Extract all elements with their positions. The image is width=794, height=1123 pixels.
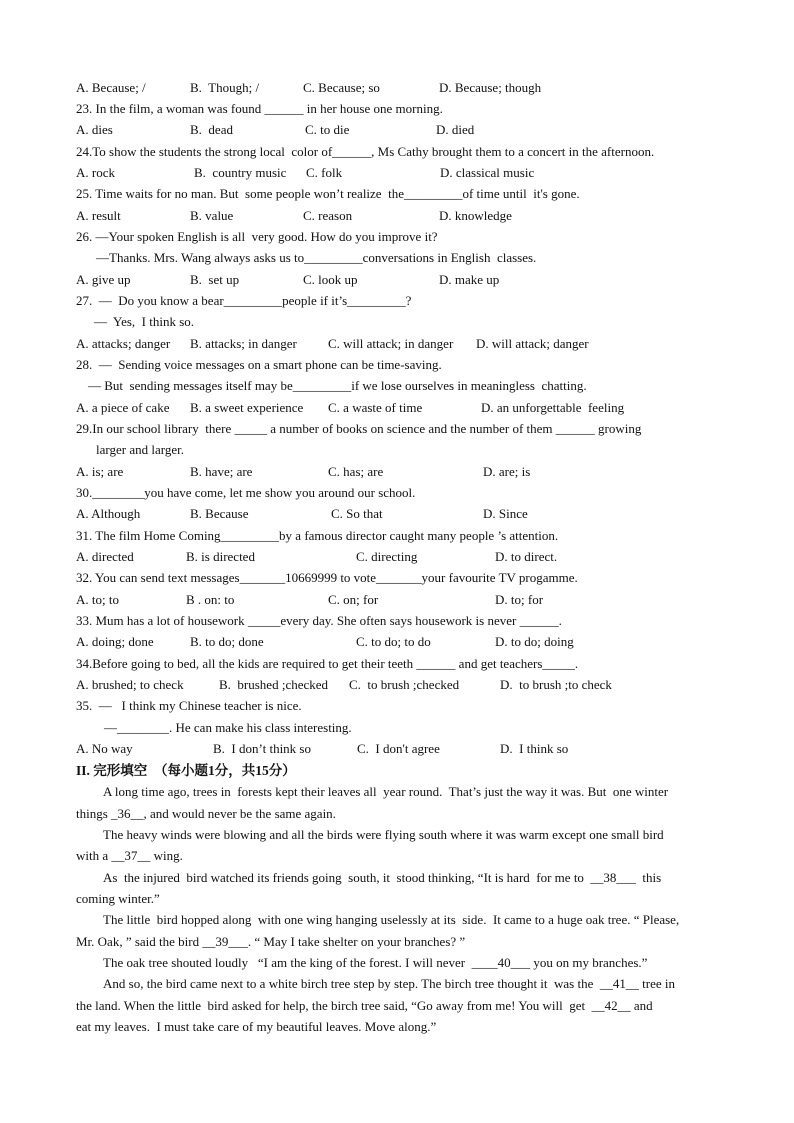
option-a: A. attacks; danger xyxy=(76,336,171,351)
passage-text: And so, the bird came next to a white birch tree step by step. The birch tree thought it was the __41__ tree in xyxy=(103,976,675,991)
option-a: A. a piece of cake xyxy=(76,400,170,415)
question-31 xyxy=(0,525,794,546)
passage-text: the land. When the little bird asked for help, the birch tree said, “Go away from me! You will get __42__ and xyxy=(76,998,653,1013)
passage-text: The oak tree shouted loudly “I am the king of the forest. I will never ____40___ you on my branches.” xyxy=(103,955,648,970)
option-c: C. I don't agree xyxy=(357,741,440,756)
question-24 xyxy=(0,141,794,162)
options-row xyxy=(0,674,794,695)
question-text: 24.To show the students the strong local color of______, Ms Cathy brought them to a concert in the afternoon. xyxy=(76,144,655,159)
option-a: A. brushed; to check xyxy=(76,677,184,692)
option-b: B. to do; done xyxy=(190,634,264,649)
question-33 xyxy=(0,610,794,631)
option-a: A. doing; done xyxy=(76,634,154,649)
question-text: — But sending messages itself may be_________if we lose ourselves in meaningless chatting. xyxy=(88,378,587,393)
question-text: 25. Time waits for no man. But some people won’t realize the_________of time until it's gone. xyxy=(76,186,580,201)
question-text: 32. You can send text messages_______10669999 to vote_______your favourite TV progamme. xyxy=(76,570,578,585)
passage-line xyxy=(0,909,794,930)
question-text: 34.Before going to bed, all the kids are required to get their teeth ______ and get teachers_____. xyxy=(76,656,579,671)
question-30 xyxy=(0,482,794,503)
option-b: B. a sweet experience xyxy=(190,400,304,415)
question-35 xyxy=(0,695,794,716)
question-34 xyxy=(0,653,794,674)
options-row xyxy=(0,269,794,290)
question-26-reply xyxy=(0,247,794,268)
option-a: A. give up xyxy=(76,272,131,287)
option-b: B. set up xyxy=(190,272,240,287)
options-row xyxy=(0,205,794,226)
passage-line xyxy=(0,824,794,845)
option-a: A. Because; / xyxy=(76,80,146,95)
option-d: D. to direct. xyxy=(495,549,558,564)
option-d: D. knowledge xyxy=(439,208,512,223)
option-c: C. a waste of time xyxy=(328,400,423,415)
option-a: A. is; are xyxy=(76,464,124,479)
passage-text: with a __37__ wing. xyxy=(76,848,183,863)
option-a: A. No way xyxy=(76,741,133,756)
option-d: D. Because; though xyxy=(439,80,542,95)
passage-line xyxy=(0,1016,794,1037)
passage-line xyxy=(0,995,794,1016)
options-row xyxy=(0,77,794,98)
passage-line xyxy=(0,781,794,802)
passage-text: coming winter.” xyxy=(76,891,160,906)
question-35-reply xyxy=(0,717,794,738)
passage-text: things _36__, and would never be the same again. xyxy=(76,806,336,821)
option-a: A. directed xyxy=(76,549,134,564)
question-text: —________. He can make his class interesting. xyxy=(104,720,352,735)
option-a: A. rock xyxy=(76,165,115,180)
options-row xyxy=(0,119,794,140)
option-a: A. dies xyxy=(76,122,113,137)
option-d: D. are; is xyxy=(483,464,531,479)
question-text: 33. Mum has a lot of housework _____every day. She often says housework is never ______. xyxy=(76,613,562,628)
question-text: 29.In our school library there _____ a number of books on science and the number of them ______ growing xyxy=(76,421,642,436)
passage-line xyxy=(0,931,794,952)
passage-line xyxy=(0,867,794,888)
question-32 xyxy=(0,567,794,588)
passage-line xyxy=(0,888,794,909)
option-b: B. country music xyxy=(194,165,287,180)
option-b: B. value xyxy=(190,208,234,223)
option-d: D. make up xyxy=(439,272,500,287)
passage-text: eat my leaves. I must take care of my beautiful leaves. Move along.” xyxy=(76,1019,437,1034)
question-text: 35. — I think my Chinese teacher is nice. xyxy=(76,698,302,713)
option-c: C. will attack; in danger xyxy=(328,336,454,351)
options-row xyxy=(0,589,794,610)
question-text: —Thanks. Mrs. Wang always asks us to_________conversations in English classes. xyxy=(96,250,537,265)
question-text: larger and larger. xyxy=(96,442,184,457)
option-b: B . on: to xyxy=(186,592,235,607)
question-text: 26. —Your spoken English is all very good. How do you improve it? xyxy=(76,229,438,244)
option-d: D. classical music xyxy=(440,165,535,180)
passage-text: A long time ago, trees in forests kept their leaves all year round. That’s just the way it was. But one winter xyxy=(103,784,669,799)
option-d: D. died xyxy=(436,122,475,137)
question-28-reply xyxy=(0,375,794,396)
options-row xyxy=(0,333,794,354)
question-text: 28. — Sending voice messages on a smart phone can be time-saving. xyxy=(76,357,442,372)
section-title: II. 完形填空 （每小题1分，共15分） xyxy=(76,763,296,778)
option-c: C. So that xyxy=(331,506,383,521)
option-b: B. brushed ;checked xyxy=(219,677,329,692)
option-c: C. reason xyxy=(303,208,353,223)
question-26 xyxy=(0,226,794,247)
passage-line xyxy=(0,803,794,824)
option-d: D. Since xyxy=(483,506,528,521)
option-d: D. I think so xyxy=(500,741,569,756)
option-b: B. have; are xyxy=(190,464,253,479)
option-c: C. to die xyxy=(305,122,350,137)
option-b: B. Because xyxy=(190,506,249,521)
option-c: C. look up xyxy=(303,272,358,287)
question-29 xyxy=(0,418,794,439)
question-text: 23. In the film, a woman was found ______ in her house one morning. xyxy=(76,101,443,116)
question-28 xyxy=(0,354,794,375)
option-b: B. attacks; in danger xyxy=(190,336,297,351)
passage-text: As the injured bird watched its friends going south, it stood thinking, “It is hard for me to __38___ this xyxy=(103,870,662,885)
options-row xyxy=(0,503,794,524)
question-text: 31. The film Home Coming_________by a famous director caught many people ’s attention. xyxy=(76,528,559,543)
options-row xyxy=(0,738,794,759)
options-row xyxy=(0,397,794,418)
option-d: D. to brush ;to check xyxy=(500,677,612,692)
option-d: D. an unforgettable feeling xyxy=(481,400,625,415)
passage-line xyxy=(0,973,794,994)
section-heading xyxy=(0,760,794,781)
question-text: 30.________you have come, let me show you around our school. xyxy=(76,485,416,500)
passage-line xyxy=(0,952,794,973)
option-b: B. is directed xyxy=(186,549,255,564)
option-a: A. Although xyxy=(76,506,141,521)
option-b: B. dead xyxy=(190,122,233,137)
option-d: D. will attack; danger xyxy=(476,336,589,351)
option-c: C. on; for xyxy=(328,592,379,607)
option-c: C. to do; to do xyxy=(356,634,431,649)
question-23 xyxy=(0,98,794,119)
passage-line xyxy=(0,845,794,866)
question-27-reply xyxy=(0,311,794,332)
passage-text: Mr. Oak, ” said the bird __39___. “ May I take shelter on your branches? ” xyxy=(76,934,466,949)
question-25 xyxy=(0,183,794,204)
options-row xyxy=(0,546,794,567)
option-a: A. to; to xyxy=(76,592,119,607)
question-29-cont xyxy=(0,439,794,460)
option-d: D. to; for xyxy=(495,592,544,607)
options-row xyxy=(0,162,794,183)
option-b: B. I don’t think so xyxy=(213,741,311,756)
question-27 xyxy=(0,290,794,311)
option-c: C. directing xyxy=(356,549,418,564)
options-row xyxy=(0,461,794,482)
options-row xyxy=(0,631,794,652)
option-b: B. Though; / xyxy=(190,80,260,95)
option-c: C. to brush ;checked xyxy=(349,677,460,692)
option-c: C. has; are xyxy=(328,464,384,479)
question-text: — Yes, I think so. xyxy=(94,314,195,329)
option-d: D. to do; doing xyxy=(495,634,574,649)
option-c: C. folk xyxy=(306,165,343,180)
passage-text: The heavy winds were blowing and all the birds were flying south where it was warm except one small bird xyxy=(103,827,664,842)
option-c: C. Because; so xyxy=(303,80,380,95)
question-text: 27. — Do you know a bear_________people if it’s_________? xyxy=(76,293,412,308)
passage-text: The little bird hopped along with one wing hanging uselessly at its side. It came to a huge oak tree. “ Please, xyxy=(103,912,680,927)
option-a: A. result xyxy=(76,208,121,223)
